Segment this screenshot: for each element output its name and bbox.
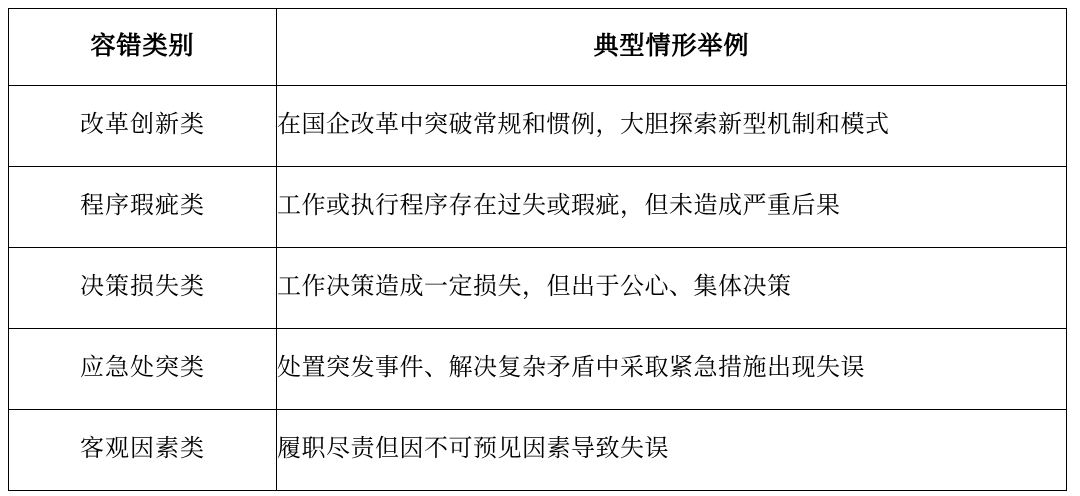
table-body	[9, 86, 1067, 491]
table-row	[9, 86, 1067, 167]
table-row	[9, 248, 1067, 329]
column-header-category-label: 容错类别	[90, 32, 195, 60]
cell-example	[277, 248, 1067, 329]
cell-category	[9, 248, 277, 329]
cell-category-text: 应急处突类	[80, 355, 205, 382]
cell-example	[277, 329, 1067, 410]
cell-example-text: 工作或执行程序存在过失或瑕疵，但未造成严重后果	[277, 193, 841, 220]
table-row	[9, 329, 1067, 410]
cell-example-text: 工作决策造成一定损失，但出于公心、集体决策	[277, 274, 792, 301]
cell-category-text: 客观因素类	[80, 436, 205, 463]
cell-example-text: 履职尽责但因不可预见因素导致失误	[277, 436, 669, 463]
column-header-example	[277, 9, 1067, 86]
tolerance-table	[8, 8, 1067, 491]
column-header-example-label: 典型情形举例	[593, 32, 750, 60]
cell-category	[9, 167, 277, 248]
table-header	[9, 9, 1067, 86]
cell-category	[9, 410, 277, 491]
cell-category-text: 改革创新类	[80, 112, 205, 139]
cell-example-text: 处置突发事件、解决复杂矛盾中采取紧急措施出现失误	[277, 355, 865, 382]
column-header-category	[9, 9, 277, 86]
table-row	[9, 410, 1067, 491]
cell-category	[9, 329, 277, 410]
cell-category-text: 决策损失类	[80, 274, 205, 301]
cell-example	[277, 86, 1067, 167]
table-row	[9, 167, 1067, 248]
cell-example	[277, 410, 1067, 491]
cell-example-text: 在国企改革中突破常规和惯例，大胆探索新型机制和模式	[277, 112, 890, 139]
cell-category	[9, 86, 277, 167]
cell-example	[277, 167, 1067, 248]
table-header-row	[9, 9, 1067, 86]
cell-category-text: 程序瑕疵类	[80, 193, 205, 220]
